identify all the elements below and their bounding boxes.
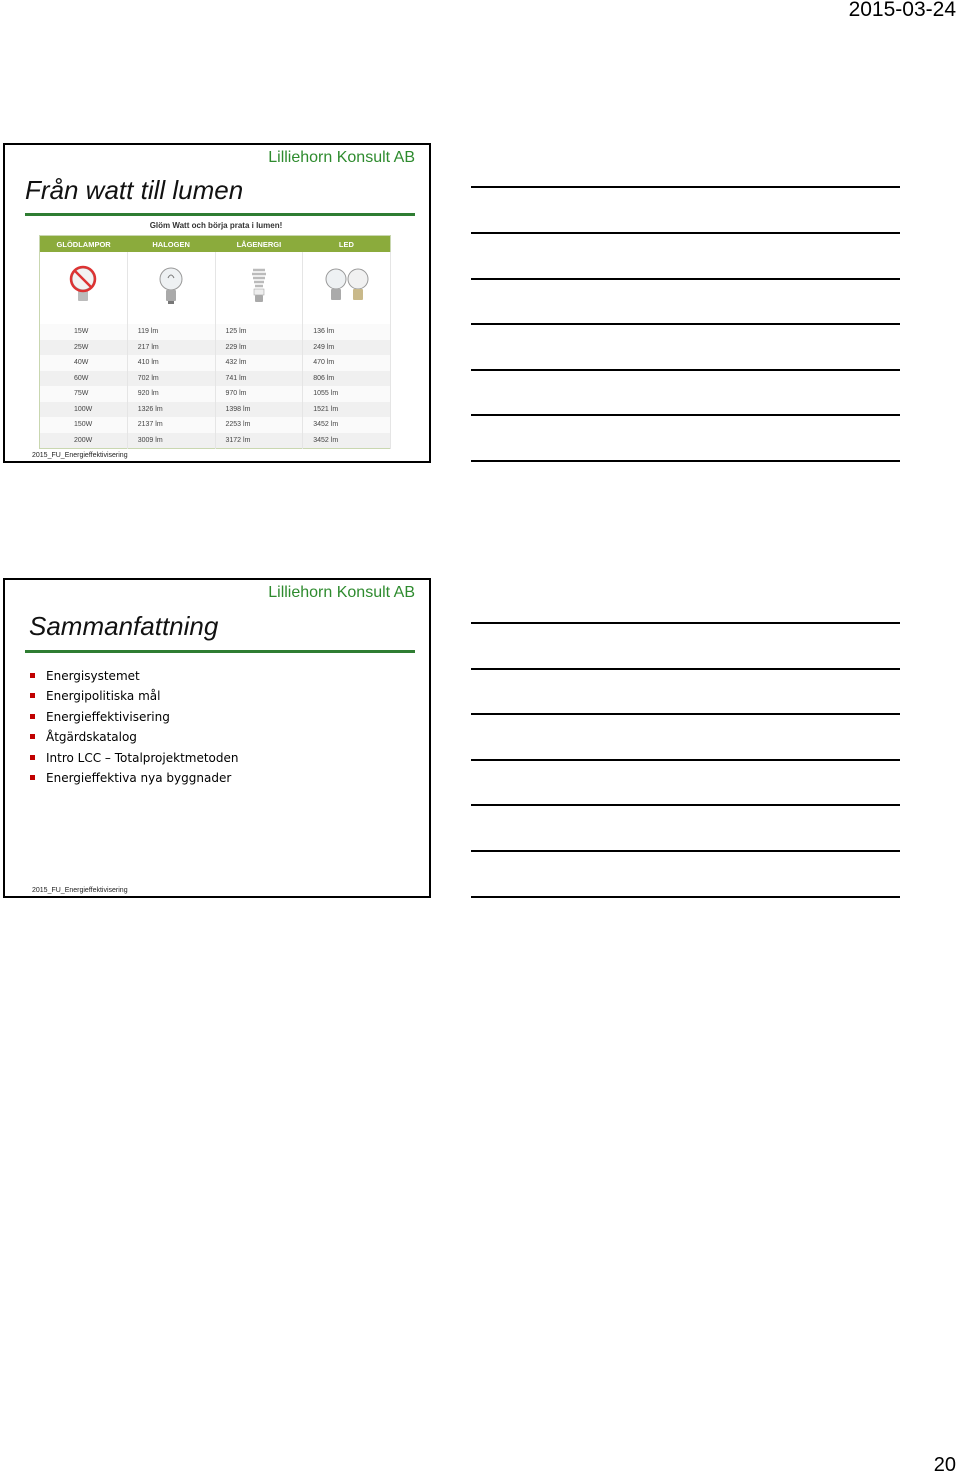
led-bulb-icon (303, 252, 391, 324)
table-cell: 1398 lm (215, 402, 303, 418)
list-item: Åtgärdskatalog (29, 727, 239, 747)
cfl-bulb-icon (215, 252, 303, 324)
note-line (471, 278, 900, 280)
note-line (471, 759, 900, 761)
table-cell: 2253 lm (215, 417, 303, 433)
note-line (471, 668, 900, 670)
table-cell: 249 lm (303, 340, 391, 356)
table-cell: 470 lm (303, 355, 391, 371)
slide-footer: 2015_FU_Energieffektivisering (32, 887, 128, 894)
table-cell: 136 lm (303, 324, 391, 340)
note-line (471, 850, 900, 852)
slide-title: Sammanfattning (29, 611, 219, 641)
lumen-table (39, 235, 391, 449)
column-header: GLÖDLAMPOR (40, 236, 128, 253)
company-name: Lilliehorn Konsult AB (268, 149, 415, 166)
note-line (471, 414, 900, 416)
table-row (40, 402, 391, 418)
table-cell: 75W (40, 386, 128, 402)
table-cell: 40W (40, 355, 128, 371)
table-cell: 3452 lm (303, 417, 391, 433)
list-item: Energisystemet (29, 666, 239, 686)
summary-list (29, 666, 239, 788)
table-cell: 1521 lm (303, 402, 391, 418)
table-row (40, 371, 391, 387)
list-item: Intro LCC – Totalprojektmetoden (29, 748, 239, 768)
table-row (40, 355, 391, 371)
note-line (471, 323, 900, 325)
table-cell: 100W (40, 402, 128, 418)
table-cell: 806 lm (303, 371, 391, 387)
table-cell: 2137 lm (127, 417, 215, 433)
banned-bulb-icon (40, 252, 128, 324)
note-line (471, 369, 900, 371)
halogen-bulb-icon (127, 252, 215, 324)
table-cell: 15W (40, 324, 128, 340)
title-divider (25, 213, 415, 216)
table-cell: 1326 lm (127, 402, 215, 418)
table-cell: 25W (40, 340, 128, 356)
table-cell: 119 lm (127, 324, 215, 340)
page-number: 20 (933, 1454, 956, 1476)
table-cell: 229 lm (215, 340, 303, 356)
table-cell: 920 lm (127, 386, 215, 402)
table-cell: 432 lm (215, 355, 303, 371)
note-line (471, 186, 900, 188)
note-line (471, 460, 900, 462)
note-line (471, 622, 900, 624)
table-cell: 3009 lm (127, 433, 215, 449)
note-line (471, 896, 900, 898)
table-row (40, 386, 391, 402)
table-cell: 200W (40, 433, 128, 449)
table-row (40, 340, 391, 356)
table-cell: 60W (40, 371, 128, 387)
table-cell: 741 lm (215, 371, 303, 387)
table-row (40, 324, 391, 340)
column-header: LED (303, 236, 391, 253)
slide-footer: 2015_FU_Energieffektivisering (32, 452, 128, 459)
list-item: Energipolitiska mål (29, 686, 239, 706)
note-line (471, 804, 900, 806)
table-cell: 3172 lm (215, 433, 303, 449)
table-cell: 125 lm (215, 324, 303, 340)
table-cell: 410 lm (127, 355, 215, 371)
title-divider (25, 650, 415, 653)
column-header: LÅGENERGI (215, 236, 303, 253)
table-row (40, 433, 391, 449)
bulb-comparison-figure (39, 217, 393, 449)
list-item: Energieffektiva nya byggnader (29, 768, 239, 788)
column-header: HALOGEN (127, 236, 215, 253)
note-line (471, 713, 900, 715)
slide-watt-till-lumen (3, 143, 431, 463)
table-cell: 702 lm (127, 371, 215, 387)
company-name: Lilliehorn Konsult AB (268, 584, 415, 601)
table-cell: 3452 lm (303, 433, 391, 449)
table-row (40, 417, 391, 433)
table-cell: 1055 lm (303, 386, 391, 402)
table-cell: 150W (40, 417, 128, 433)
figure-heading: Glöm Watt och börja prata i lumen! (149, 221, 283, 230)
list-item: Energieffektivisering (29, 707, 239, 727)
table-cell: 217 lm (127, 340, 215, 356)
page-date: 2015-03-24 (848, 0, 956, 21)
slide-sammanfattning (3, 578, 431, 898)
slide-title: Från watt till lumen (25, 175, 244, 205)
note-line (471, 232, 900, 234)
table-cell: 970 lm (215, 386, 303, 402)
